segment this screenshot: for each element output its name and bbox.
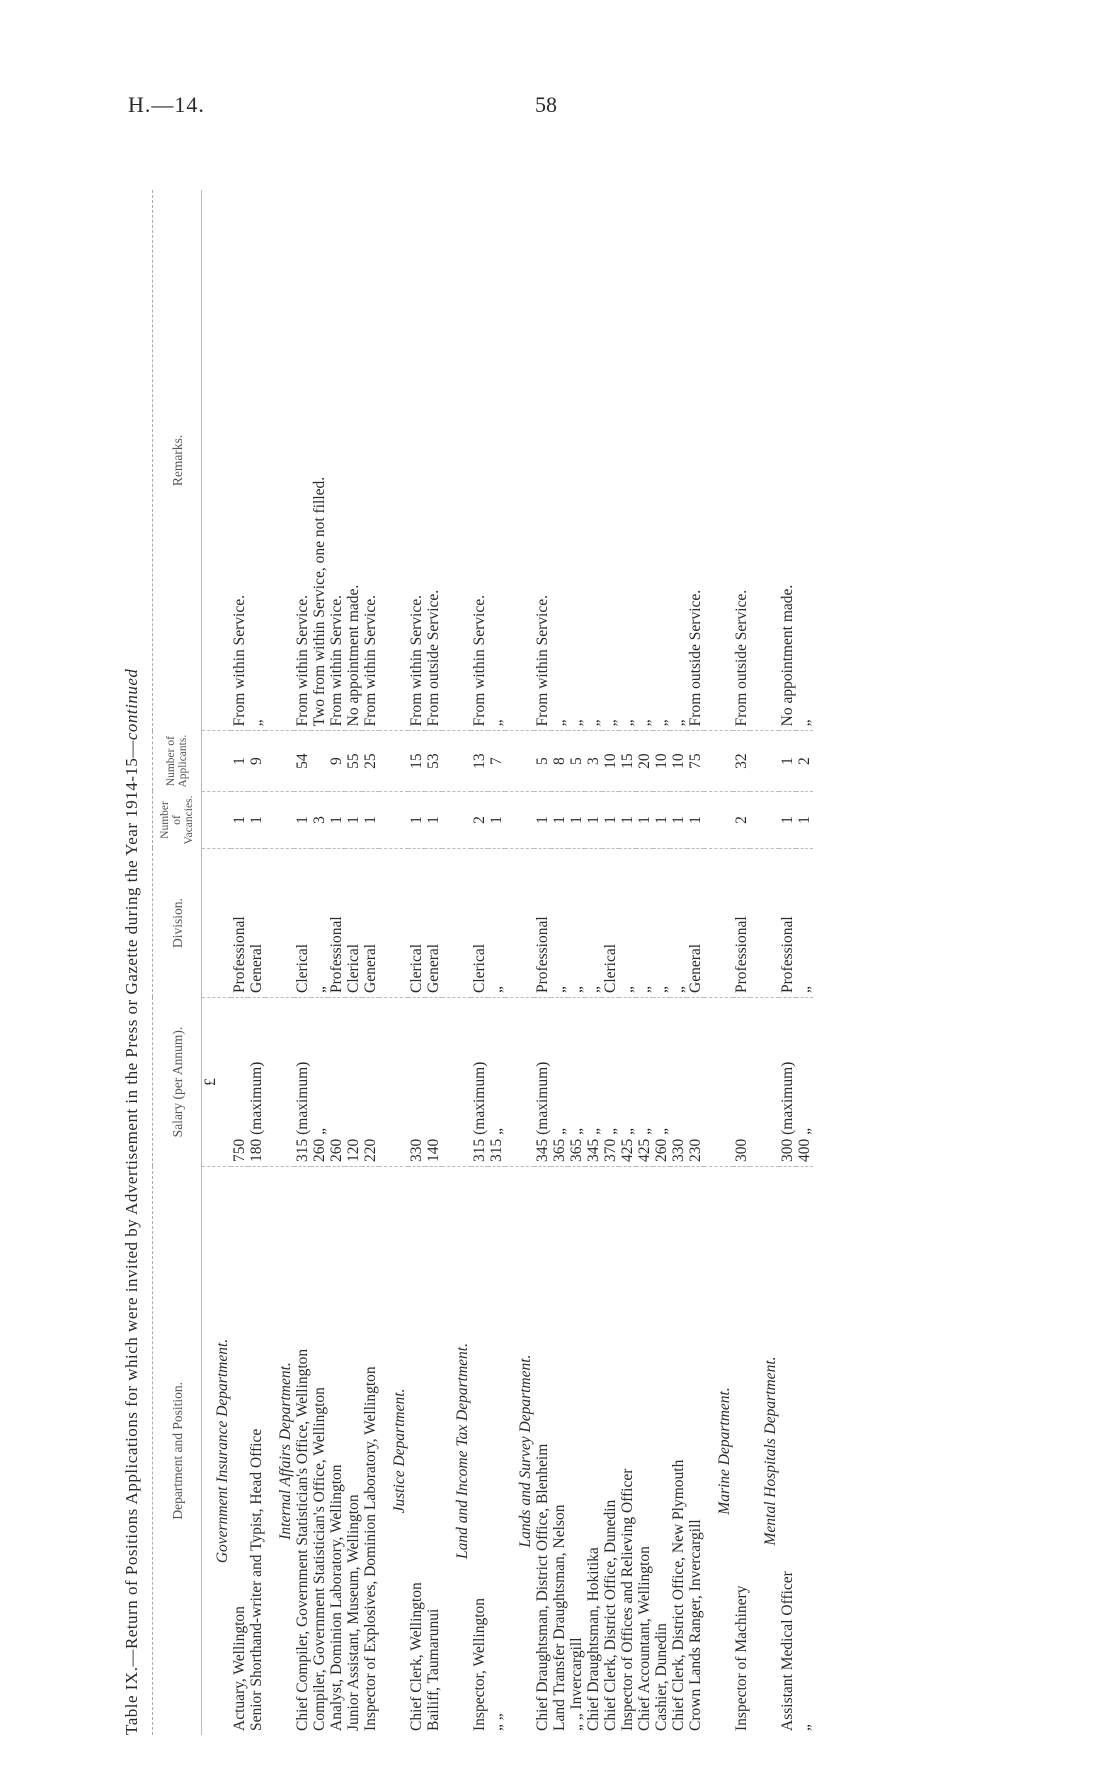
position-cell: Inspector, Wellington bbox=[471, 1597, 488, 1731]
salary-cell: 230 bbox=[687, 998, 704, 1167]
applicants-cell: 8 bbox=[551, 731, 568, 792]
salary-cell: 300 bbox=[733, 998, 750, 1167]
division-cell: „ bbox=[488, 849, 505, 998]
section-row bbox=[442, 190, 471, 1735]
division-cell: „ bbox=[585, 849, 602, 998]
division-cell: General bbox=[687, 849, 704, 998]
position-cell: Junior Assistant, Museum, Wellington bbox=[345, 1494, 362, 1731]
salary-cell: 315 „ bbox=[488, 998, 505, 1167]
table-row bbox=[670, 190, 687, 1735]
page-number: 58 bbox=[535, 92, 557, 117]
applicants-cell: 75 bbox=[687, 731, 704, 792]
vacancies-cell: 1 bbox=[231, 792, 248, 849]
division-cell: Clerical bbox=[345, 849, 362, 998]
applicants-cell: 53 bbox=[425, 731, 442, 792]
position-cell: Chief Clerk, Wellington bbox=[408, 1582, 425, 1731]
salary-cell: 425 „ bbox=[619, 998, 636, 1167]
table-title-continued: continued bbox=[122, 668, 141, 741]
salary-cell: 345 (maximum) bbox=[534, 998, 551, 1167]
vacancies-cell: 2 bbox=[471, 792, 488, 849]
division-cell: Professional bbox=[779, 849, 796, 998]
division-cell: Professional bbox=[231, 849, 248, 998]
position-cell: „ „ bbox=[488, 1713, 505, 1731]
applicants-cell: 5 bbox=[568, 731, 585, 792]
currency-symbol: £ bbox=[202, 1078, 219, 1086]
table-row bbox=[568, 190, 585, 1735]
division-cell: „ bbox=[568, 849, 585, 998]
applicants-cell: 25 bbox=[362, 731, 379, 792]
position-cell: Chief Accountant, Wellington bbox=[636, 1546, 653, 1731]
position-cell: Senior Shorthand-writer and Typist, Head Office bbox=[248, 1428, 265, 1731]
vacancies-cell: 1 bbox=[568, 792, 585, 849]
applicants-cell: 10 bbox=[670, 731, 687, 792]
table-title-text: Table IX.—Return of Positions Applications for which were invited by Advertisement in the Press or Gazette during the Year 1914-15— bbox=[122, 740, 141, 1735]
remarks-cell: „ bbox=[551, 190, 568, 731]
table-body bbox=[202, 190, 814, 1735]
salary-cell: 260 „ bbox=[311, 998, 328, 1167]
section-heading: Marine Department. bbox=[716, 1387, 733, 1515]
position-cell: Land Transfer Draughtsman, Nelson bbox=[551, 1504, 568, 1731]
vacancies-cell: 1 bbox=[345, 792, 362, 849]
table-row bbox=[619, 190, 636, 1735]
remarks-cell: „ bbox=[568, 190, 585, 731]
section-row bbox=[505, 190, 534, 1735]
remarks-cell: „ bbox=[619, 190, 636, 731]
applicants-cell: 54 bbox=[294, 731, 311, 792]
vacancies-cell: 1 bbox=[248, 792, 265, 849]
position-cell: Crown Lands Ranger, Invercargill bbox=[687, 1519, 704, 1731]
salary-cell: 260 „ bbox=[653, 998, 670, 1167]
table-row bbox=[425, 190, 442, 1735]
section-heading: Government Insurance Department. bbox=[214, 1338, 231, 1564]
applicants-cell: 10 bbox=[602, 731, 619, 792]
position-cell: Actuary, Wellington bbox=[231, 1606, 248, 1731]
applicants-cell: 9 bbox=[328, 731, 345, 792]
salary-cell: 315 (maximum) bbox=[294, 998, 311, 1167]
position-cell: Cashier, Dunedin bbox=[653, 1623, 670, 1731]
salary-cell: 315 (maximum) bbox=[471, 998, 488, 1167]
division-cell: Professional bbox=[733, 849, 750, 998]
vacancies-cell: 1 bbox=[653, 792, 670, 849]
salary-cell: 180 (maximum) bbox=[248, 998, 265, 1167]
table-row bbox=[779, 190, 796, 1735]
position-cell: Compiler, Government Statistician's Office, Wellington bbox=[311, 1387, 328, 1731]
salary-cell: 220 bbox=[362, 998, 379, 1167]
table-row bbox=[653, 190, 670, 1735]
position-cell: Chief Clerk, District Office, New Plymouth bbox=[670, 1459, 687, 1731]
position-cell: Analyst, Dominion Laboratory, Wellington bbox=[328, 1464, 345, 1731]
table-row bbox=[328, 190, 345, 1735]
remarks-cell: „ bbox=[585, 190, 602, 731]
table-row bbox=[362, 190, 379, 1735]
section-row bbox=[265, 190, 294, 1735]
applicants-cell: 55 bbox=[345, 731, 362, 792]
salary-cell: 300 (maximum) bbox=[779, 998, 796, 1167]
salary-cell: 330 bbox=[670, 998, 687, 1167]
applicants-cell: 3 bbox=[585, 731, 602, 792]
division-cell: General bbox=[248, 849, 265, 998]
vacancies-cell: 3 bbox=[311, 792, 328, 849]
position-cell: Inspector of Explosives, Dominion Laboratory, Wellington bbox=[362, 1366, 379, 1731]
division-cell: „ bbox=[636, 849, 653, 998]
remarks-cell: No appointment made. bbox=[345, 190, 362, 731]
vacancies-cell: 1 bbox=[408, 792, 425, 849]
applicants-cell: 1 bbox=[231, 731, 248, 792]
position-cell: Chief Draughtsman, District Office, Blenheim bbox=[534, 1443, 551, 1731]
division-cell: Clerical bbox=[602, 849, 619, 998]
salary-cell: 345 „ bbox=[585, 998, 602, 1167]
section-row bbox=[704, 190, 733, 1735]
applicants-cell: 7 bbox=[488, 731, 505, 792]
remarks-cell: From within Service. bbox=[362, 190, 379, 731]
applicants-cell: 13 bbox=[471, 731, 488, 792]
remarks-cell: No appointment made. bbox=[779, 190, 796, 731]
vacancies-cell: 1 bbox=[534, 792, 551, 849]
table-row bbox=[602, 190, 619, 1735]
division-cell: Clerical bbox=[471, 849, 488, 998]
vacancies-cell: 1 bbox=[670, 792, 687, 849]
division-cell: „ bbox=[653, 849, 670, 998]
applicants-cell bbox=[311, 731, 328, 792]
applicants-cell: 10 bbox=[653, 731, 670, 792]
col-header-salary: Salary (per Annum). bbox=[153, 998, 202, 1167]
division-cell: Clerical bbox=[408, 849, 425, 998]
division-cell: „ bbox=[619, 849, 636, 998]
remarks-cell: From outside Service. bbox=[425, 190, 442, 731]
col-header-division: Division. bbox=[153, 849, 202, 998]
remarks-cell: From outside Service. bbox=[687, 190, 704, 731]
remarks-cell: From within Service. bbox=[408, 190, 425, 731]
section-row bbox=[379, 190, 408, 1735]
applicants-cell: 15 bbox=[408, 731, 425, 792]
table-row bbox=[231, 190, 248, 1735]
salary-cell: 425 „ bbox=[636, 998, 653, 1167]
position-cell: „ „ Invercargill bbox=[568, 1637, 585, 1731]
vacancies-cell: 1 bbox=[796, 792, 813, 849]
vacancies-cell: 1 bbox=[328, 792, 345, 849]
remarks-cell: „ bbox=[636, 190, 653, 731]
position-cell: Chief Draughtsman, Hokitika bbox=[585, 1547, 602, 1731]
vacancies-cell: 1 bbox=[294, 792, 311, 849]
table-row bbox=[551, 190, 568, 1735]
division-cell: „ bbox=[311, 849, 328, 998]
vacancies-cell: 1 bbox=[551, 792, 568, 849]
vacancies-cell: 1 bbox=[488, 792, 505, 849]
remarks-cell: „ bbox=[670, 190, 687, 731]
col-header-remarks: Remarks. bbox=[153, 190, 202, 731]
vacancies-cell: 1 bbox=[602, 792, 619, 849]
division-cell: Professional bbox=[534, 849, 551, 998]
applicants-cell: 32 bbox=[733, 731, 750, 792]
vacancies-cell: 1 bbox=[585, 792, 602, 849]
table-row bbox=[585, 190, 602, 1735]
applicants-cell: 9 bbox=[248, 731, 265, 792]
remarks-cell: From within Service. bbox=[471, 190, 488, 731]
section-row bbox=[750, 190, 779, 1735]
remarks-cell: Two from within Service, one not filled. bbox=[311, 190, 328, 731]
position-cell: Chief Compiler, Government Statistician's Office, Wellington bbox=[294, 1348, 311, 1731]
remarks-cell: „ bbox=[796, 190, 813, 731]
vacancies-cell: 1 bbox=[362, 792, 379, 849]
remarks-cell: From outside Service. bbox=[733, 190, 750, 731]
section-heading: Lands and Survey Department. bbox=[517, 1354, 534, 1548]
remarks-cell: „ bbox=[653, 190, 670, 731]
col-header-dept: Department and Position. bbox=[153, 1167, 202, 1736]
division-cell: „ bbox=[670, 849, 687, 998]
division-cell: General bbox=[362, 849, 379, 998]
position-cell: Assistant Medical Officer bbox=[779, 1571, 796, 1731]
applicants-cell: 15 bbox=[619, 731, 636, 792]
position-cell: Bailiff, Taumarunui bbox=[425, 1608, 442, 1731]
remarks-cell: „ bbox=[248, 190, 265, 731]
remarks-cell: From within Service. bbox=[534, 190, 551, 731]
division-cell: Clerical bbox=[294, 849, 311, 998]
salary-cell: 120 bbox=[345, 998, 362, 1167]
table-row bbox=[294, 190, 311, 1735]
vacancies-cell: 1 bbox=[687, 792, 704, 849]
section-heading: Justice Department. bbox=[391, 1388, 408, 1514]
table-row bbox=[488, 190, 505, 1735]
vacancies-cell: 1 bbox=[425, 792, 442, 849]
salary-cell: 400 „ bbox=[796, 998, 813, 1167]
table-row bbox=[471, 190, 488, 1735]
table-row bbox=[311, 190, 328, 1735]
positions-table bbox=[152, 190, 813, 1735]
col-header-vacancies: Number of Vacancies. bbox=[153, 792, 202, 849]
table-row bbox=[345, 190, 362, 1735]
salary-cell: 330 bbox=[408, 998, 425, 1167]
table-row bbox=[687, 190, 704, 1735]
table-title bbox=[122, 190, 142, 1735]
remarks-cell: From within Service. bbox=[328, 190, 345, 731]
position-cell: Inspector of Machinery bbox=[733, 1585, 750, 1731]
section-heading: Internal Affairs Department. bbox=[277, 1362, 294, 1540]
header-row bbox=[153, 190, 202, 1735]
vacancies-cell: 1 bbox=[779, 792, 796, 849]
division-cell: Professional bbox=[328, 849, 345, 998]
applicants-cell: 5 bbox=[534, 731, 551, 792]
section-heading: Mental Hospitals Department. bbox=[762, 1356, 779, 1546]
table-row bbox=[408, 190, 425, 1735]
remarks-cell: From within Service. bbox=[231, 190, 248, 731]
section-row bbox=[202, 190, 232, 1735]
vacancies-cell: 1 bbox=[619, 792, 636, 849]
remarks-cell: „ bbox=[602, 190, 619, 731]
table-row bbox=[534, 190, 551, 1735]
rotated-table-block bbox=[122, 190, 982, 1735]
position-cell: „ bbox=[796, 1724, 813, 1731]
applicants-cell: 1 bbox=[779, 731, 796, 792]
salary-cell: 370 „ bbox=[602, 998, 619, 1167]
position-cell: Inspector of Offices and Relieving Officer bbox=[619, 1468, 636, 1731]
applicants-cell: 2 bbox=[796, 731, 813, 792]
col-header-applicants: Number of Applicants. bbox=[153, 731, 202, 792]
salary-cell: 750 bbox=[231, 998, 248, 1167]
applicants-cell: 20 bbox=[636, 731, 653, 792]
salary-cell: 140 bbox=[425, 998, 442, 1167]
position-cell: Chief Clerk, District Office, Dunedin bbox=[602, 1499, 619, 1731]
section-heading: Land and Income Tax Department. bbox=[454, 1343, 471, 1559]
division-cell: General bbox=[425, 849, 442, 998]
vacancies-cell: 2 bbox=[733, 792, 750, 849]
document-code: H.—14. bbox=[128, 92, 205, 117]
table-row bbox=[636, 190, 653, 1735]
salary-cell: 365 „ bbox=[551, 998, 568, 1167]
table-row bbox=[796, 190, 813, 1735]
salary-cell: 260 bbox=[328, 998, 345, 1167]
table-row bbox=[248, 190, 265, 1735]
remarks-cell: From within Service. bbox=[294, 190, 311, 731]
remarks-cell: „ bbox=[488, 190, 505, 731]
salary-cell: 365 „ bbox=[568, 998, 585, 1167]
division-cell: „ bbox=[796, 849, 813, 998]
table-row bbox=[733, 190, 750, 1735]
division-cell: „ bbox=[551, 849, 568, 998]
vacancies-cell: 1 bbox=[636, 792, 653, 849]
